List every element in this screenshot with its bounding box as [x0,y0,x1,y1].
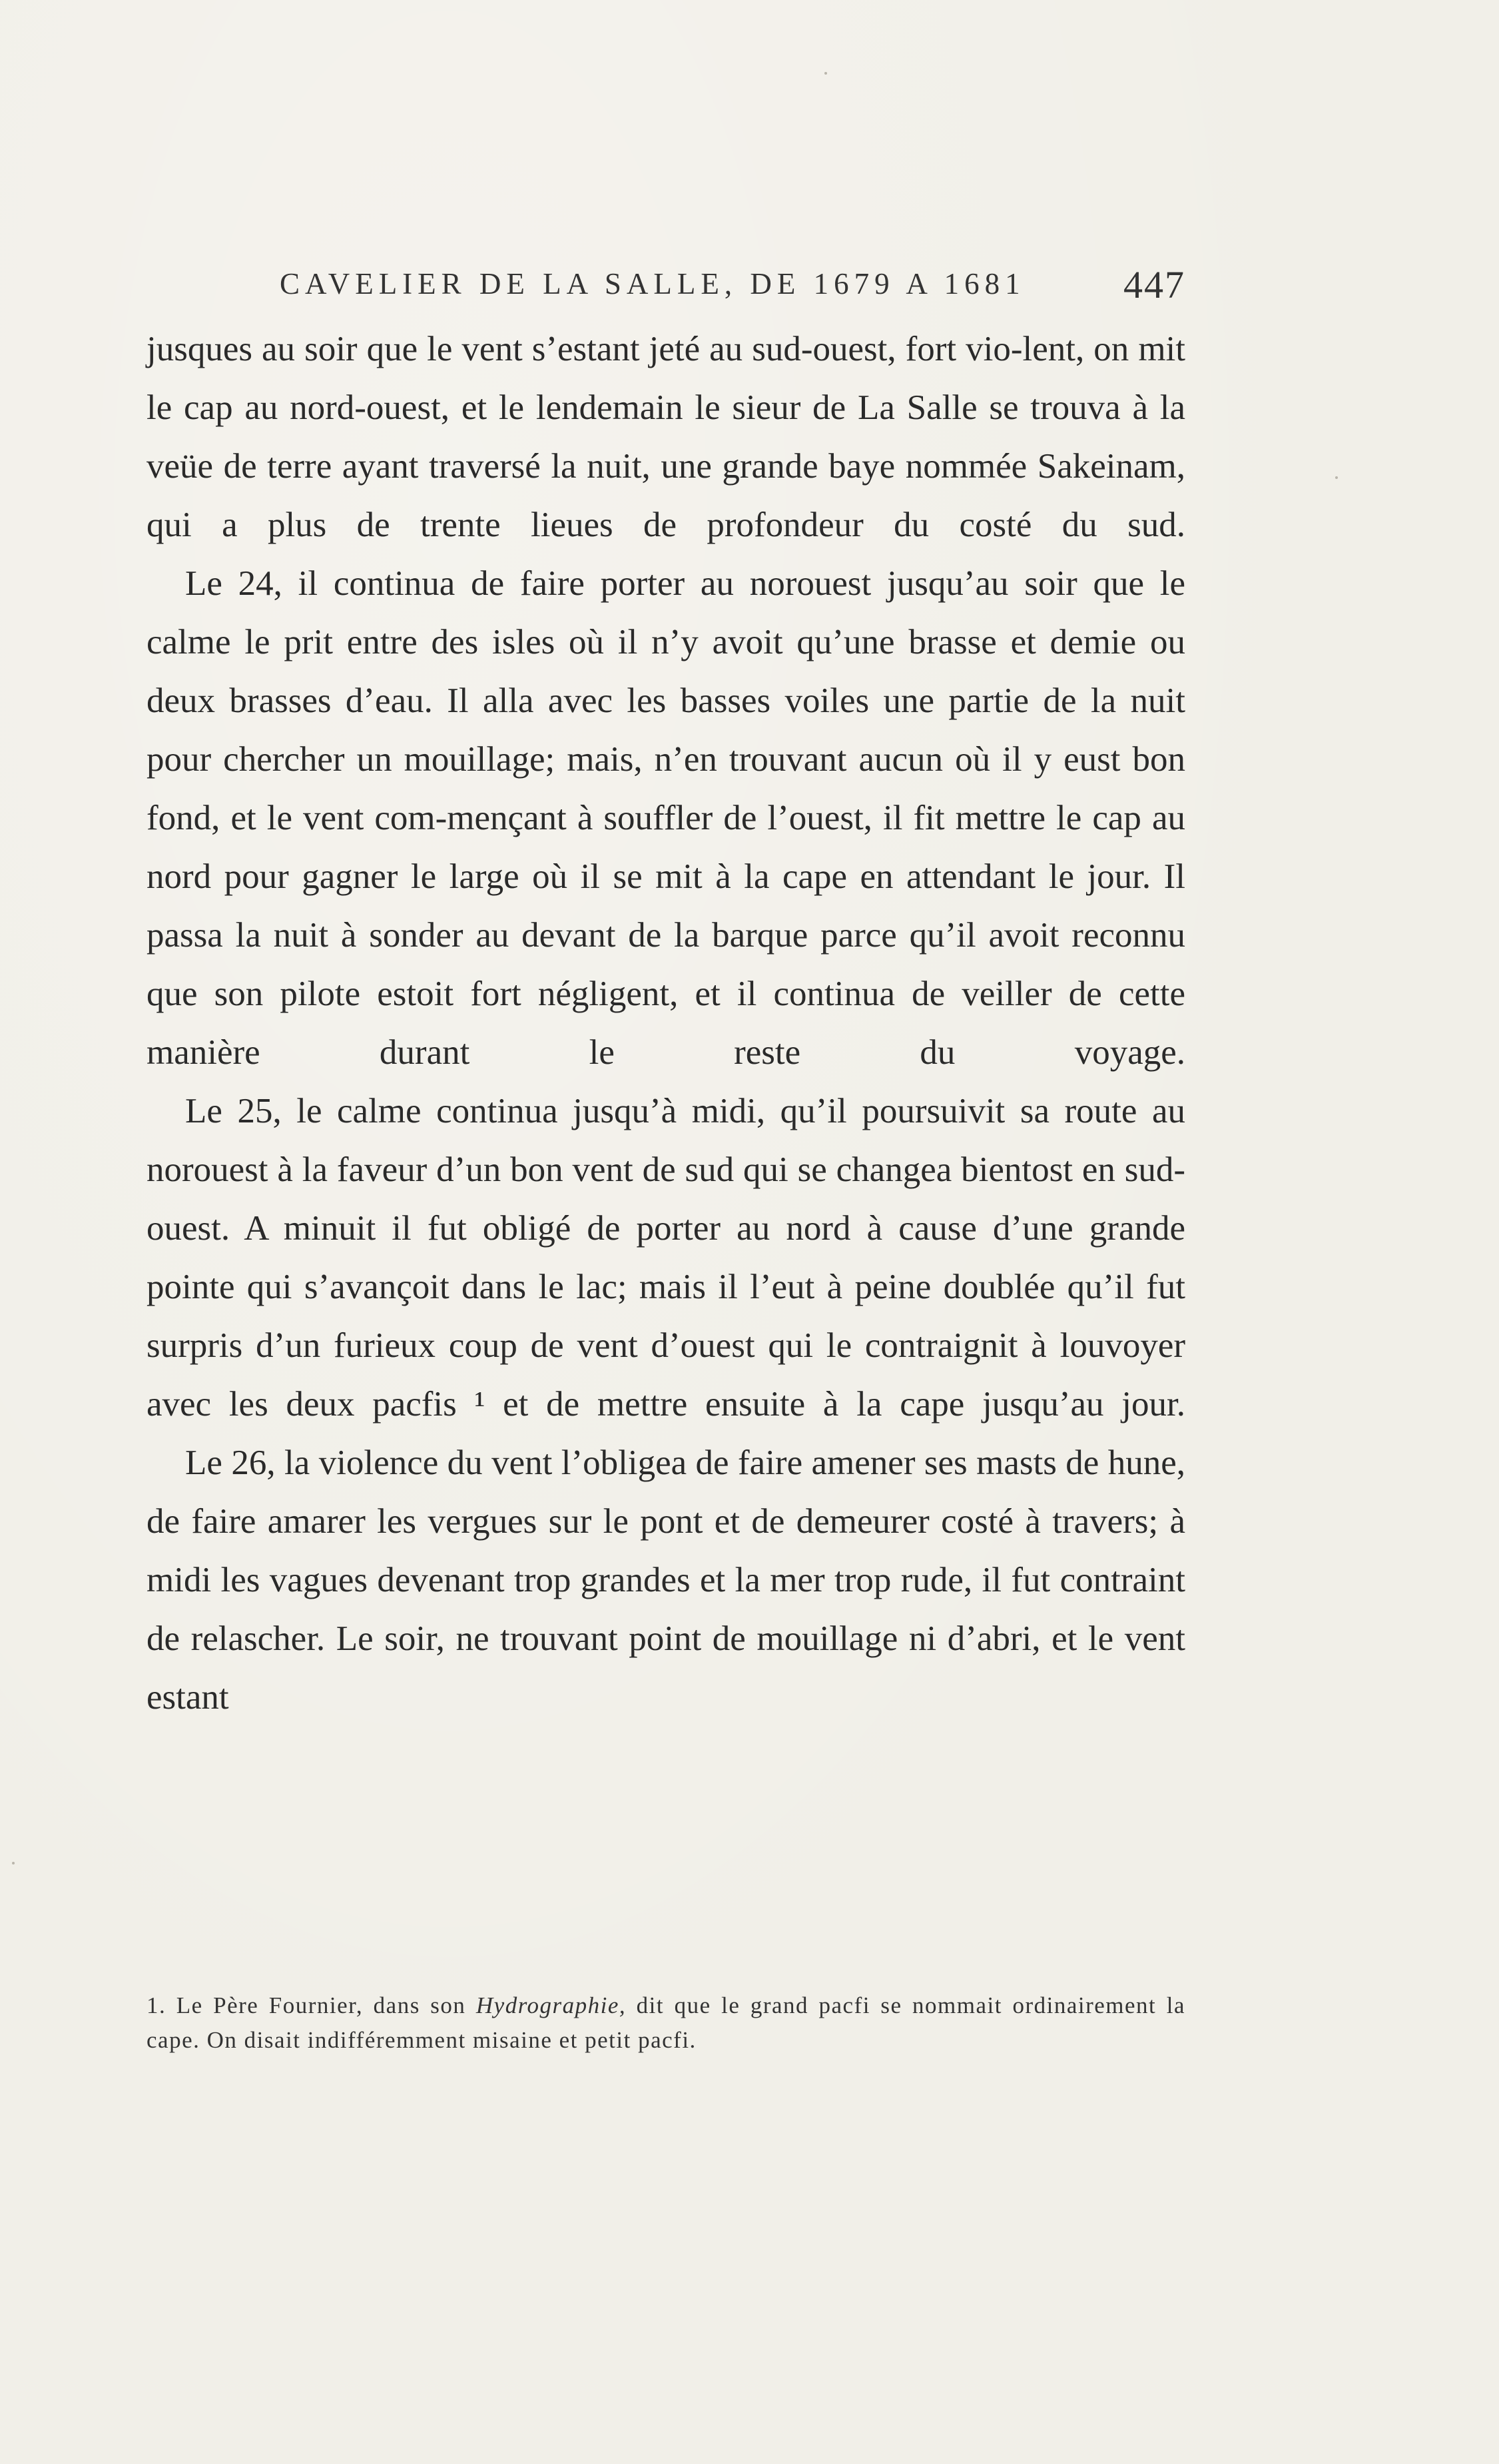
paper-speck [12,1862,15,1864]
footnote [147,1988,1185,2058]
paragraph: jusques au soir que le vent s’estant jeté au sud-ouest, fort vio-lent, on mit le cap au nord-ouest, et le lendemain le sieur de La Salle se trouva à la veüe de terre ayant traversé la nuit, une grande baye nommée Sakeinam, qui a plus de trente lieues de profondeur du costé du sud. [147,330,1185,544]
footnote-text-after: dit que le grand pacfi se nommait ordinairement la cape. On disait indifféremment misaine et petit pacfi. [147,1992,1186,2053]
footnote-marker: 1. [147,1992,166,2018]
paper-speck [1335,476,1338,479]
page-number: 447 [1123,263,1185,306]
body-text [147,320,1185,1727]
paragraph: Le 24, il continua de faire porter au norouest jusqu’au soir que le calme le prit entre des isles où il n’y avoit qu’une brasse et demie ou deux brasses d’eau. Il alla avec les basses voiles une partie de la nuit pour chercher un mouillage; mais, n’en trouvant aucun où il y eust bon fond, et le vent com-mençant à souffler de l’ouest, il fit mettre le cap au nord pour gagner le large où il se mit à la cape en attendant le jour. Il passa la nuit à sonder au devant de la barque parce qu’il avoit reconnu que son pilote estoit fort négligent, et il continua de veiller de cette manière durant le reste du voyage. [147,564,1185,1072]
paper-speck [824,72,827,75]
paragraph: Le 26, la violence du vent l’obligea de faire amener ses masts de hune, de faire amarer les vergues sur le pont et de demeurer costé à travers; à midi les vagues devenant trop grandes et la mer trop rude, il fut contraint de relascher. Le soir, ne trouvant point de mouillage ni d’abri, et le vent estant [147,1443,1185,1717]
paragraph: Le 25, le calme continua jusqu’à midi, qu’il poursuivit sa route au norouest à la faveur d’un bon vent de sud qui se changea bientost en sud-ouest. A minuit il fut obligé de porter au nord à cause d’une grande pointe qui s’avançoit dans le lac; mais il l’eut à peine doublée qu’il fut surpris d’un furieux coup de vent d’ouest qui le contraignit à louvoyer avec les deux pacfis ¹ et de mettre ensuite à la cape jusqu’au jour. [147,1092,1185,1424]
footnote-italic-title: Hydrographie, [475,1992,627,2018]
footnote-text-before: Le Père Fournier, dans son [176,1992,466,2018]
running-head [147,260,1185,313]
running-head-title: CAVELIER DE LA SALLE, DE 1679 A 1681 [280,267,1026,300]
